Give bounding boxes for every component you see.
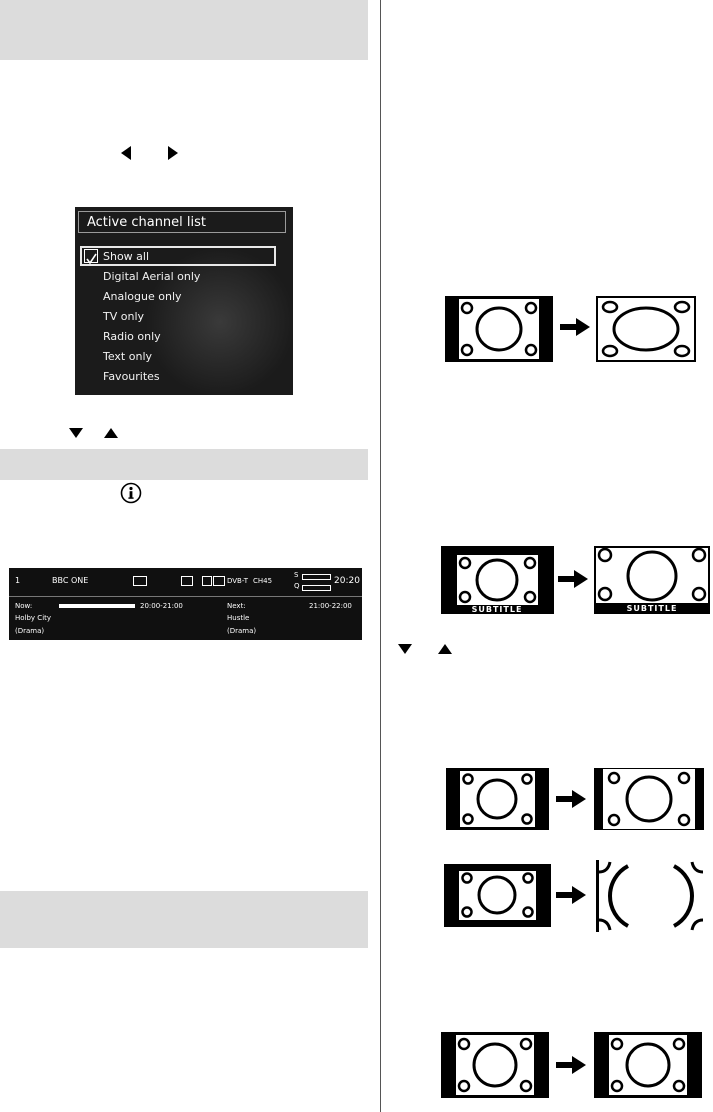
subtitle-icon xyxy=(181,576,193,586)
channel-name: BBC ONE xyxy=(52,576,89,585)
arrow-right-icon xyxy=(556,1056,586,1074)
aspect-diagram-4x3-result xyxy=(594,1032,702,1098)
active-channel-list-menu xyxy=(75,207,293,395)
arrow-right-icon xyxy=(558,570,588,588)
up-arrow-icon xyxy=(438,643,452,655)
next-title: Hustle xyxy=(227,614,250,622)
broadcast-system: DVB-T xyxy=(227,577,249,585)
menu-item-favourites[interactable]: Favourites xyxy=(103,370,160,383)
arrow-right-icon xyxy=(556,790,586,808)
banner-divider xyxy=(9,596,362,597)
menu-item-tv-only[interactable]: TV only xyxy=(103,310,145,323)
info-icon xyxy=(120,482,142,504)
left-arrow-icon xyxy=(120,146,132,160)
menu-item-text-only[interactable]: Text only xyxy=(103,350,153,363)
up-arrow-icon xyxy=(104,427,118,439)
channel-code: CH45 xyxy=(253,577,273,585)
aspect-diagram-stretched xyxy=(596,296,696,362)
aspect-diagram-subtitle-letterbox xyxy=(441,546,554,614)
now-genre: (Drama) xyxy=(15,627,45,635)
section-header-bar xyxy=(0,449,368,480)
now-title: Holby City xyxy=(15,614,52,622)
menu-item-digital-aerial-only[interactable]: Digital Aerial only xyxy=(103,270,201,283)
section-header-bar xyxy=(0,891,368,948)
subtitle-caption: SUBTITLE xyxy=(471,605,523,614)
subtitle-caption: SUBTITLE xyxy=(626,604,678,613)
audio-icon xyxy=(133,576,147,586)
quality-label: Q xyxy=(294,582,300,590)
channel-number: 1 xyxy=(15,576,21,585)
signal-bar xyxy=(302,574,331,580)
clock-time: 20:20 xyxy=(334,576,360,586)
checkmark-icon xyxy=(84,249,98,263)
aspect-diagram-pillarbox xyxy=(445,296,553,362)
aspect-diagram-4x3-source xyxy=(446,768,549,830)
down-arrow-icon xyxy=(69,427,83,439)
aspect-diagram-zoomed xyxy=(596,860,706,932)
section-header-bar xyxy=(0,0,368,60)
next-time: 21:00-22:00 xyxy=(309,602,352,610)
menu-title: Active channel list xyxy=(78,211,286,233)
quality-bar xyxy=(302,585,331,591)
signal-label: S xyxy=(294,571,299,579)
column-divider xyxy=(380,0,381,1112)
now-progress-bar xyxy=(59,604,135,608)
aspect-diagram-subtitle-zoom xyxy=(594,546,710,614)
now-label: Now: xyxy=(15,602,33,610)
tv-icon xyxy=(213,576,225,586)
menu-item-radio-only[interactable]: Radio only xyxy=(103,330,161,343)
arrow-right-icon xyxy=(560,318,590,336)
aspect-diagram-letterbox-source xyxy=(444,864,551,927)
menu-item-show-all[interactable]: Show all xyxy=(103,250,150,263)
arrow-right-icon xyxy=(556,886,586,904)
now-time: 20:00-21:00 xyxy=(140,602,183,610)
channel-info-banner xyxy=(9,568,362,640)
teletext-icon xyxy=(202,576,212,586)
next-genre: (Drama) xyxy=(227,627,257,635)
aspect-diagram-14x9 xyxy=(594,768,704,830)
down-arrow-icon xyxy=(398,643,412,655)
next-label: Next: xyxy=(227,602,246,610)
aspect-diagram-4x3-original xyxy=(441,1032,549,1098)
menu-item-analogue-only[interactable]: Analogue only xyxy=(103,290,182,303)
right-arrow-icon xyxy=(167,146,179,160)
